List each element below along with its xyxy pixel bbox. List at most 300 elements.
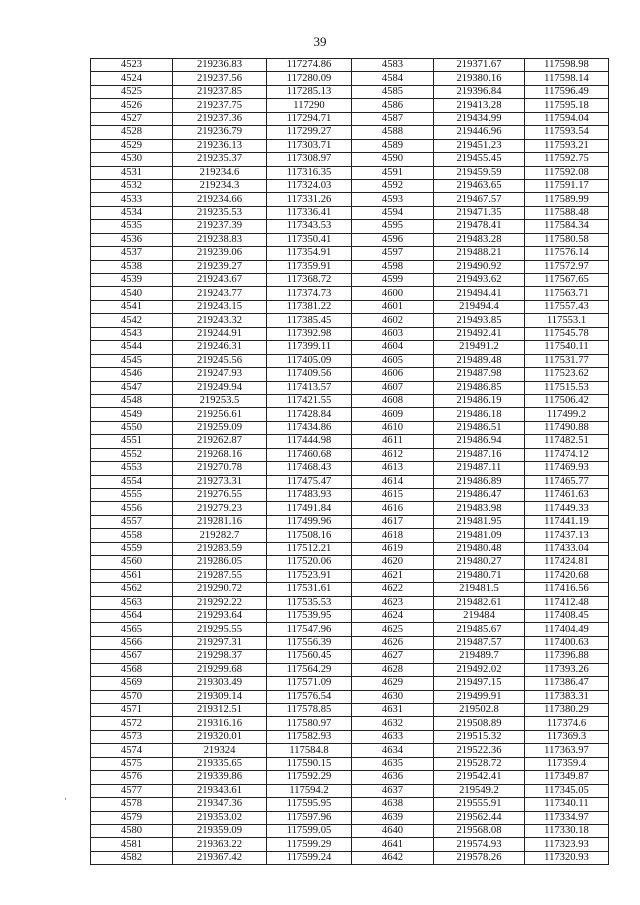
x-coordinate-right-cell: 219486.51 bbox=[434, 421, 525, 434]
y-coordinate-right-cell: 117349.87 bbox=[525, 771, 609, 784]
table-row bbox=[91, 193, 609, 206]
y-coordinate-left-cell: 117535.53 bbox=[267, 596, 352, 609]
table-row bbox=[91, 851, 609, 864]
y-coordinate-left-cell: 117285.13 bbox=[267, 85, 352, 98]
point-number-left-cell: 4545 bbox=[91, 354, 173, 367]
point-number-left-cell: 4581 bbox=[91, 838, 173, 851]
x-coordinate-left-cell: 219297.31 bbox=[173, 636, 267, 649]
y-coordinate-right-cell: 117594.04 bbox=[525, 112, 609, 125]
point-number-left-cell: 4552 bbox=[91, 448, 173, 461]
y-coordinate-left-cell: 117512.21 bbox=[267, 542, 352, 555]
y-coordinate-right-cell: 117433.04 bbox=[525, 542, 609, 555]
x-coordinate-left-cell: 219281.16 bbox=[173, 515, 267, 528]
x-coordinate-right-cell: 219494.4 bbox=[434, 300, 525, 313]
y-coordinate-left-cell: 117336.41 bbox=[267, 206, 352, 219]
y-coordinate-left-cell: 117308.97 bbox=[267, 153, 352, 166]
y-coordinate-left-cell: 117399.11 bbox=[267, 341, 352, 354]
x-coordinate-left-cell: 219295.55 bbox=[173, 623, 267, 636]
x-coordinate-right-cell: 219480.48 bbox=[434, 542, 525, 555]
y-coordinate-right-cell: 117383.31 bbox=[525, 690, 609, 703]
x-coordinate-right-cell: 219487.57 bbox=[434, 636, 525, 649]
x-coordinate-left-cell: 219335.65 bbox=[173, 757, 267, 770]
x-coordinate-right-cell: 219492.02 bbox=[434, 663, 525, 676]
x-coordinate-left-cell: 219243.32 bbox=[173, 314, 267, 327]
y-coordinate-left-cell: 117299.27 bbox=[267, 126, 352, 139]
y-coordinate-left-cell: 117413.57 bbox=[267, 381, 352, 394]
y-coordinate-right-cell: 117598.98 bbox=[525, 59, 609, 72]
x-coordinate-right-cell: 219490.92 bbox=[434, 260, 525, 273]
x-coordinate-right-cell: 219487.16 bbox=[434, 448, 525, 461]
x-coordinate-left-cell: 219245.56 bbox=[173, 354, 267, 367]
point-number-right-cell: 4642 bbox=[352, 851, 434, 864]
table-row bbox=[91, 59, 609, 72]
y-coordinate-left-cell: 117444.98 bbox=[267, 435, 352, 448]
y-coordinate-right-cell: 117499.2 bbox=[525, 408, 609, 421]
point-number-left-cell: 4531 bbox=[91, 166, 173, 179]
x-coordinate-right-cell: 219489.48 bbox=[434, 354, 525, 367]
x-coordinate-left-cell: 219312.51 bbox=[173, 704, 267, 717]
y-coordinate-left-cell: 117523.91 bbox=[267, 569, 352, 582]
y-coordinate-left-cell: 117582.93 bbox=[267, 730, 352, 743]
point-number-left-cell: 4565 bbox=[91, 623, 173, 636]
y-coordinate-right-cell: 117363.97 bbox=[525, 744, 609, 757]
y-coordinate-right-cell: 117592.08 bbox=[525, 166, 609, 179]
y-coordinate-right-cell: 117461.63 bbox=[525, 489, 609, 502]
point-number-right-cell: 4605 bbox=[352, 354, 434, 367]
x-coordinate-left-cell: 219243.67 bbox=[173, 274, 267, 287]
x-coordinate-right-cell: 219484 bbox=[434, 609, 525, 622]
x-coordinate-right-cell: 219486.18 bbox=[434, 408, 525, 421]
y-coordinate-right-cell: 117416.56 bbox=[525, 583, 609, 596]
y-coordinate-right-cell: 117596.49 bbox=[525, 85, 609, 98]
x-coordinate-right-cell: 219493.85 bbox=[434, 314, 525, 327]
y-coordinate-left-cell: 117434.86 bbox=[267, 421, 352, 434]
point-number-left-cell: 4559 bbox=[91, 542, 173, 555]
x-coordinate-left-cell: 219299.68 bbox=[173, 663, 267, 676]
y-coordinate-left-cell: 117475.47 bbox=[267, 475, 352, 488]
table-row bbox=[91, 677, 609, 690]
x-coordinate-left-cell: 219339.86 bbox=[173, 771, 267, 784]
x-coordinate-left-cell: 219343.61 bbox=[173, 784, 267, 797]
point-number-right-cell: 4632 bbox=[352, 717, 434, 730]
table-row bbox=[91, 99, 609, 112]
x-coordinate-right-cell: 219463.65 bbox=[434, 179, 525, 192]
point-number-left-cell: 4529 bbox=[91, 139, 173, 152]
y-coordinate-right-cell: 117386.47 bbox=[525, 677, 609, 690]
x-coordinate-left-cell: 219246.31 bbox=[173, 341, 267, 354]
y-coordinate-right-cell: 117340.11 bbox=[525, 798, 609, 811]
x-coordinate-right-cell: 219555.91 bbox=[434, 798, 525, 811]
point-number-left-cell: 4544 bbox=[91, 341, 173, 354]
x-coordinate-right-cell: 219396.84 bbox=[434, 85, 525, 98]
table-row bbox=[91, 542, 609, 555]
point-number-right-cell: 4616 bbox=[352, 502, 434, 515]
y-coordinate-right-cell: 117424.81 bbox=[525, 556, 609, 569]
point-number-right-cell: 4636 bbox=[352, 771, 434, 784]
x-coordinate-right-cell: 219486.47 bbox=[434, 489, 525, 502]
point-number-right-cell: 4623 bbox=[352, 596, 434, 609]
table-row bbox=[91, 126, 609, 139]
x-coordinate-right-cell: 219493.62 bbox=[434, 274, 525, 287]
margin-mark: · bbox=[64, 794, 67, 804]
y-coordinate-right-cell: 117506.42 bbox=[525, 394, 609, 407]
x-coordinate-left-cell: 219249.94 bbox=[173, 381, 267, 394]
point-number-right-cell: 4635 bbox=[352, 757, 434, 770]
point-number-right-cell: 4626 bbox=[352, 636, 434, 649]
y-coordinate-right-cell: 117474.12 bbox=[525, 448, 609, 461]
point-number-left-cell: 4524 bbox=[91, 72, 173, 85]
point-number-right-cell: 4611 bbox=[352, 435, 434, 448]
x-coordinate-left-cell: 219237.85 bbox=[173, 85, 267, 98]
y-coordinate-left-cell: 117303.71 bbox=[267, 139, 352, 152]
x-coordinate-left-cell: 219247.93 bbox=[173, 368, 267, 381]
y-coordinate-left-cell: 117578.85 bbox=[267, 704, 352, 717]
y-coordinate-left-cell: 117595.95 bbox=[267, 798, 352, 811]
coordinates-table-body bbox=[91, 59, 609, 865]
table-row bbox=[91, 489, 609, 502]
x-coordinate-right-cell: 219497.15 bbox=[434, 677, 525, 690]
table-row bbox=[91, 274, 609, 287]
y-coordinate-left-cell: 117381.22 bbox=[267, 300, 352, 313]
y-coordinate-right-cell: 117437.13 bbox=[525, 529, 609, 542]
point-number-right-cell: 4640 bbox=[352, 824, 434, 837]
table-row bbox=[91, 179, 609, 192]
point-number-right-cell: 4593 bbox=[352, 193, 434, 206]
y-coordinate-left-cell: 117385.45 bbox=[267, 314, 352, 327]
table-row bbox=[91, 623, 609, 636]
table-row bbox=[91, 72, 609, 85]
point-number-right-cell: 4608 bbox=[352, 394, 434, 407]
y-coordinate-left-cell: 117368.72 bbox=[267, 274, 352, 287]
table-row bbox=[91, 368, 609, 381]
point-number-right-cell: 4592 bbox=[352, 179, 434, 192]
point-number-right-cell: 4619 bbox=[352, 542, 434, 555]
y-coordinate-right-cell: 117323.93 bbox=[525, 838, 609, 851]
point-number-left-cell: 4579 bbox=[91, 811, 173, 824]
x-coordinate-left-cell: 219353.02 bbox=[173, 811, 267, 824]
x-coordinate-left-cell: 219259.09 bbox=[173, 421, 267, 434]
y-coordinate-right-cell: 117523.62 bbox=[525, 368, 609, 381]
x-coordinate-left-cell: 219324 bbox=[173, 744, 267, 757]
y-coordinate-right-cell: 117567.65 bbox=[525, 274, 609, 287]
x-coordinate-right-cell: 219522.36 bbox=[434, 744, 525, 757]
table-row bbox=[91, 838, 609, 851]
point-number-right-cell: 4586 bbox=[352, 99, 434, 112]
point-number-right-cell: 4641 bbox=[352, 838, 434, 851]
point-number-left-cell: 4575 bbox=[91, 757, 173, 770]
point-number-left-cell: 4568 bbox=[91, 663, 173, 676]
point-number-left-cell: 4569 bbox=[91, 677, 173, 690]
table-row bbox=[91, 811, 609, 824]
point-number-right-cell: 4601 bbox=[352, 300, 434, 313]
y-coordinate-right-cell: 117330.18 bbox=[525, 824, 609, 837]
point-number-left-cell: 4530 bbox=[91, 153, 173, 166]
point-number-right-cell: 4589 bbox=[352, 139, 434, 152]
y-coordinate-left-cell: 117316.35 bbox=[267, 166, 352, 179]
y-coordinate-right-cell: 117396.88 bbox=[525, 650, 609, 663]
x-coordinate-left-cell: 219347.36 bbox=[173, 798, 267, 811]
y-coordinate-right-cell: 117334.97 bbox=[525, 811, 609, 824]
y-coordinate-left-cell: 117460.68 bbox=[267, 448, 352, 461]
table-row bbox=[91, 462, 609, 475]
point-number-right-cell: 4631 bbox=[352, 704, 434, 717]
table-row bbox=[91, 300, 609, 313]
x-coordinate-left-cell: 219244.91 bbox=[173, 327, 267, 340]
x-coordinate-left-cell: 219283.59 bbox=[173, 542, 267, 555]
y-coordinate-left-cell: 117483.93 bbox=[267, 489, 352, 502]
x-coordinate-left-cell: 219316.16 bbox=[173, 717, 267, 730]
table-row bbox=[91, 475, 609, 488]
point-number-right-cell: 4599 bbox=[352, 274, 434, 287]
point-number-left-cell: 4580 bbox=[91, 824, 173, 837]
x-coordinate-left-cell: 219367.42 bbox=[173, 851, 267, 864]
point-number-left-cell: 4551 bbox=[91, 435, 173, 448]
table-row bbox=[91, 233, 609, 246]
y-coordinate-right-cell: 117449.33 bbox=[525, 502, 609, 515]
x-coordinate-left-cell: 219237.36 bbox=[173, 112, 267, 125]
x-coordinate-left-cell: 219262.87 bbox=[173, 435, 267, 448]
table-row bbox=[91, 609, 609, 622]
y-coordinate-left-cell: 117405.09 bbox=[267, 354, 352, 367]
table-row bbox=[91, 529, 609, 542]
y-coordinate-left-cell: 117294.71 bbox=[267, 112, 352, 125]
point-number-right-cell: 4613 bbox=[352, 462, 434, 475]
y-coordinate-left-cell: 117343.53 bbox=[267, 220, 352, 233]
table-row bbox=[91, 690, 609, 703]
point-number-right-cell: 4587 bbox=[352, 112, 434, 125]
point-number-right-cell: 4596 bbox=[352, 233, 434, 246]
y-coordinate-left-cell: 117359.91 bbox=[267, 260, 352, 273]
x-coordinate-right-cell: 219499.91 bbox=[434, 690, 525, 703]
y-coordinate-left-cell: 117274.86 bbox=[267, 59, 352, 72]
point-number-left-cell: 4567 bbox=[91, 650, 173, 663]
y-coordinate-left-cell: 117560.45 bbox=[267, 650, 352, 663]
point-number-right-cell: 4610 bbox=[352, 421, 434, 434]
y-coordinate-left-cell: 117350.41 bbox=[267, 233, 352, 246]
x-coordinate-left-cell: 219235.37 bbox=[173, 153, 267, 166]
y-coordinate-right-cell: 117588.48 bbox=[525, 206, 609, 219]
x-coordinate-right-cell: 219491.2 bbox=[434, 341, 525, 354]
x-coordinate-right-cell: 219459.59 bbox=[434, 166, 525, 179]
x-coordinate-right-cell: 219482.61 bbox=[434, 596, 525, 609]
table-row bbox=[91, 757, 609, 770]
y-coordinate-right-cell: 117572.97 bbox=[525, 260, 609, 273]
point-number-right-cell: 4628 bbox=[352, 663, 434, 676]
x-coordinate-left-cell: 219237.75 bbox=[173, 99, 267, 112]
x-coordinate-left-cell: 219276.55 bbox=[173, 489, 267, 502]
point-number-left-cell: 4557 bbox=[91, 515, 173, 528]
y-coordinate-left-cell: 117599.29 bbox=[267, 838, 352, 851]
table-row bbox=[91, 394, 609, 407]
y-coordinate-left-cell: 117499.96 bbox=[267, 515, 352, 528]
table-row bbox=[91, 650, 609, 663]
point-number-left-cell: 4558 bbox=[91, 529, 173, 542]
point-number-right-cell: 4609 bbox=[352, 408, 434, 421]
y-coordinate-right-cell: 117420.68 bbox=[525, 569, 609, 582]
point-number-left-cell: 4582 bbox=[91, 851, 173, 864]
table-row bbox=[91, 448, 609, 461]
y-coordinate-left-cell: 117594.2 bbox=[267, 784, 352, 797]
y-coordinate-left-cell: 117584.8 bbox=[267, 744, 352, 757]
table-row bbox=[91, 784, 609, 797]
point-number-right-cell: 4627 bbox=[352, 650, 434, 663]
table-row bbox=[91, 730, 609, 743]
y-coordinate-left-cell: 117331.26 bbox=[267, 193, 352, 206]
point-number-right-cell: 4591 bbox=[352, 166, 434, 179]
y-coordinate-right-cell: 117465.77 bbox=[525, 475, 609, 488]
table-row bbox=[91, 247, 609, 260]
point-number-left-cell: 4532 bbox=[91, 179, 173, 192]
x-coordinate-right-cell: 219562.44 bbox=[434, 811, 525, 824]
point-number-right-cell: 4633 bbox=[352, 730, 434, 743]
point-number-right-cell: 4615 bbox=[352, 489, 434, 502]
point-number-left-cell: 4523 bbox=[91, 59, 173, 72]
y-coordinate-right-cell: 117482.51 bbox=[525, 435, 609, 448]
y-coordinate-left-cell: 117374.73 bbox=[267, 287, 352, 300]
point-number-left-cell: 4547 bbox=[91, 381, 173, 394]
x-coordinate-left-cell: 219238.83 bbox=[173, 233, 267, 246]
table-row bbox=[91, 260, 609, 273]
x-coordinate-right-cell: 219467.57 bbox=[434, 193, 525, 206]
y-coordinate-right-cell: 117593.54 bbox=[525, 126, 609, 139]
x-coordinate-right-cell: 219549.2 bbox=[434, 784, 525, 797]
point-number-right-cell: 4629 bbox=[352, 677, 434, 690]
y-coordinate-left-cell: 117392.98 bbox=[267, 327, 352, 340]
y-coordinate-right-cell: 117412.48 bbox=[525, 596, 609, 609]
table-row bbox=[91, 717, 609, 730]
y-coordinate-left-cell: 117571.09 bbox=[267, 677, 352, 690]
x-coordinate-left-cell: 219292.22 bbox=[173, 596, 267, 609]
point-number-right-cell: 4602 bbox=[352, 314, 434, 327]
point-number-right-cell: 4590 bbox=[352, 153, 434, 166]
point-number-left-cell: 4543 bbox=[91, 327, 173, 340]
x-coordinate-left-cell: 219234.3 bbox=[173, 179, 267, 192]
point-number-left-cell: 4525 bbox=[91, 85, 173, 98]
x-coordinate-left-cell: 219253.5 bbox=[173, 394, 267, 407]
y-coordinate-left-cell: 117520.06 bbox=[267, 556, 352, 569]
point-number-right-cell: 4607 bbox=[352, 381, 434, 394]
y-coordinate-left-cell: 117597.96 bbox=[267, 811, 352, 824]
x-coordinate-right-cell: 219486.19 bbox=[434, 394, 525, 407]
y-coordinate-right-cell: 117563.71 bbox=[525, 287, 609, 300]
x-coordinate-left-cell: 219236.13 bbox=[173, 139, 267, 152]
x-coordinate-left-cell: 219270.78 bbox=[173, 462, 267, 475]
x-coordinate-right-cell: 219502.8 bbox=[434, 704, 525, 717]
x-coordinate-right-cell: 219485.67 bbox=[434, 623, 525, 636]
point-number-left-cell: 4561 bbox=[91, 569, 173, 582]
x-coordinate-right-cell: 219483.28 bbox=[434, 233, 525, 246]
x-coordinate-right-cell: 219481.5 bbox=[434, 583, 525, 596]
y-coordinate-right-cell: 117369.3 bbox=[525, 730, 609, 743]
y-coordinate-left-cell: 117547.96 bbox=[267, 623, 352, 636]
table-row bbox=[91, 663, 609, 676]
y-coordinate-right-cell: 117345.05 bbox=[525, 784, 609, 797]
x-coordinate-left-cell: 219279.23 bbox=[173, 502, 267, 515]
point-number-right-cell: 4638 bbox=[352, 798, 434, 811]
x-coordinate-left-cell: 219243.77 bbox=[173, 287, 267, 300]
y-coordinate-left-cell: 117564.29 bbox=[267, 663, 352, 676]
x-coordinate-right-cell: 219508.89 bbox=[434, 717, 525, 730]
x-coordinate-left-cell: 219303.49 bbox=[173, 677, 267, 690]
x-coordinate-right-cell: 219487.98 bbox=[434, 368, 525, 381]
table-row bbox=[91, 354, 609, 367]
x-coordinate-right-cell: 219434.99 bbox=[434, 112, 525, 125]
x-coordinate-right-cell: 219446.96 bbox=[434, 126, 525, 139]
point-number-left-cell: 4527 bbox=[91, 112, 173, 125]
x-coordinate-right-cell: 219487.11 bbox=[434, 462, 525, 475]
point-number-left-cell: 4560 bbox=[91, 556, 173, 569]
point-number-right-cell: 4598 bbox=[352, 260, 434, 273]
point-number-left-cell: 4554 bbox=[91, 475, 173, 488]
point-number-left-cell: 4563 bbox=[91, 596, 173, 609]
table-row bbox=[91, 314, 609, 327]
table-row bbox=[91, 596, 609, 609]
point-number-right-cell: 4622 bbox=[352, 583, 434, 596]
point-number-left-cell: 4542 bbox=[91, 314, 173, 327]
y-coordinate-right-cell: 117320.93 bbox=[525, 851, 609, 864]
table-row bbox=[91, 556, 609, 569]
x-coordinate-left-cell: 219243.15 bbox=[173, 300, 267, 313]
point-number-right-cell: 4625 bbox=[352, 623, 434, 636]
y-coordinate-right-cell: 117374.6 bbox=[525, 717, 609, 730]
y-coordinate-left-cell: 117531.61 bbox=[267, 583, 352, 596]
table-row bbox=[91, 287, 609, 300]
point-number-left-cell: 4548 bbox=[91, 394, 173, 407]
y-coordinate-right-cell: 117469.93 bbox=[525, 462, 609, 475]
table-row bbox=[91, 381, 609, 394]
x-coordinate-right-cell: 219471.35 bbox=[434, 206, 525, 219]
point-number-left-cell: 4566 bbox=[91, 636, 173, 649]
point-number-left-cell: 4540 bbox=[91, 287, 173, 300]
x-coordinate-left-cell: 219237.39 bbox=[173, 220, 267, 233]
table-row bbox=[91, 408, 609, 421]
x-coordinate-left-cell: 219282.7 bbox=[173, 529, 267, 542]
point-number-right-cell: 4639 bbox=[352, 811, 434, 824]
x-coordinate-left-cell: 219268.16 bbox=[173, 448, 267, 461]
coordinates-table bbox=[90, 58, 609, 865]
point-number-left-cell: 4556 bbox=[91, 502, 173, 515]
y-coordinate-right-cell: 117591.17 bbox=[525, 179, 609, 192]
y-coordinate-left-cell: 117576.54 bbox=[267, 690, 352, 703]
y-coordinate-right-cell: 117592.75 bbox=[525, 153, 609, 166]
point-number-left-cell: 4536 bbox=[91, 233, 173, 246]
x-coordinate-right-cell: 219483.98 bbox=[434, 502, 525, 515]
point-number-right-cell: 4583 bbox=[352, 59, 434, 72]
y-coordinate-left-cell: 117421.55 bbox=[267, 394, 352, 407]
x-coordinate-right-cell: 219489.7 bbox=[434, 650, 525, 663]
table-row bbox=[91, 421, 609, 434]
y-coordinate-left-cell: 117468.43 bbox=[267, 462, 352, 475]
point-number-right-cell: 4603 bbox=[352, 327, 434, 340]
y-coordinate-left-cell: 117491.84 bbox=[267, 502, 352, 515]
x-coordinate-right-cell: 219486.89 bbox=[434, 475, 525, 488]
y-coordinate-right-cell: 117515.53 bbox=[525, 381, 609, 394]
table-row bbox=[91, 502, 609, 515]
x-coordinate-right-cell: 219480.27 bbox=[434, 556, 525, 569]
table-row bbox=[91, 153, 609, 166]
y-coordinate-right-cell: 117553.1 bbox=[525, 314, 609, 327]
y-coordinate-left-cell: 117590.15 bbox=[267, 757, 352, 770]
y-coordinate-left-cell: 117409.56 bbox=[267, 368, 352, 381]
x-coordinate-left-cell: 219309.14 bbox=[173, 690, 267, 703]
x-coordinate-left-cell: 219237.56 bbox=[173, 72, 267, 85]
point-number-right-cell: 4624 bbox=[352, 609, 434, 622]
y-coordinate-right-cell: 117404.49 bbox=[525, 623, 609, 636]
y-coordinate-left-cell: 117508.16 bbox=[267, 529, 352, 542]
point-number-right-cell: 4600 bbox=[352, 287, 434, 300]
y-coordinate-right-cell: 117359.4 bbox=[525, 757, 609, 770]
point-number-right-cell: 4606 bbox=[352, 368, 434, 381]
